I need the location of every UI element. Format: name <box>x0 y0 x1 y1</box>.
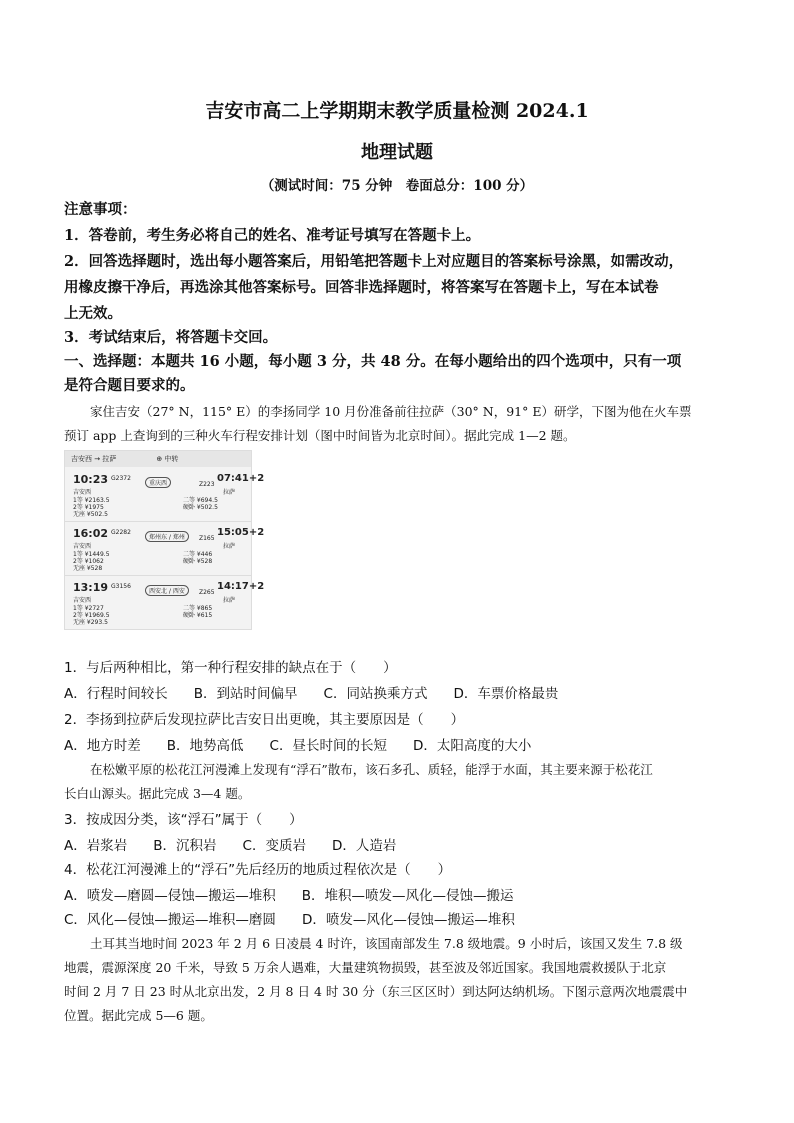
train-number: G3156 <box>111 583 131 590</box>
train-number-2: Z223 <box>199 481 215 488</box>
fare: 2等 ¥1969.5 <box>73 612 110 619</box>
stem-2-line-1: 在松嫩平原的松花江河漫滩上发现有“浮石”散布，该石多孔、质轻，能浮于水面，其主要来源于松花江 <box>90 762 653 777</box>
option-a[interactable]: A．喷发—磨圆—侵蚀—搬运—堆积 <box>64 888 276 904</box>
question-2-options <box>64 734 734 754</box>
stem-3-line-1: 土耳其当地时间 2023 年 2 月 6 日凌晨 4 时许，该国南部发生 7.8 级地震。9 小时后，该国又发生 7.8 级 <box>90 936 683 951</box>
fare: 2等 ¥1975 <box>73 504 104 511</box>
arr-time: 14:17+2 <box>217 581 265 592</box>
question-4: 4．松花江河漫滩上的“浮石”先后经历的地质过程依次是（ ） <box>64 862 452 878</box>
option-b[interactable]: B．沉积岩 <box>153 838 217 854</box>
train-number: G2282 <box>111 529 131 536</box>
train-number: G2372 <box>111 475 131 482</box>
section-1-line-2: 是符合题目要求的。 <box>64 377 195 394</box>
note-3: 3．考试结束后，将答题卡交回。 <box>64 329 278 346</box>
fare: 硬卧 ¥502.5 <box>183 504 218 511</box>
stem-2-line-2: 长白山源头。据此完成 3—4 题。 <box>64 786 251 801</box>
note-1: 1．答卷前，考生务必将自己的姓名、准考证号填写在答题卡上。 <box>64 227 481 244</box>
note-2-line-2: 用橡皮擦干净后，再选涂其他答案标号。回答非选择题时，将答案写在答题卡上，写在本试卷 <box>64 279 659 296</box>
option-a[interactable]: A．行程时间较长 <box>64 686 168 702</box>
fare: 二等 ¥446 <box>183 551 213 558</box>
trip-2 <box>65 523 265 576</box>
fare: 无座 ¥502.5 <box>73 511 108 518</box>
fares-left <box>73 551 110 572</box>
option-d[interactable]: D．车票价格最贵 <box>453 686 559 702</box>
fare: 二等 ¥694.5 <box>183 497 218 504</box>
fare: 无座 ¥528 <box>73 565 103 572</box>
fare: 硬卧 ¥528 <box>183 558 213 565</box>
question-2: 2．李扬到拉萨后发现拉萨比吉安日出更晚，其主要原因是（ ） <box>64 712 465 728</box>
fares-right <box>183 605 212 619</box>
note-2-line-3: 上无效。 <box>64 305 122 322</box>
question-1: 1．与后两种相比，第一种行程安排的缺点在于（ ） <box>64 660 397 676</box>
dep-time: 13:19 <box>73 581 109 594</box>
transfer-station: 重庆西 <box>145 477 171 488</box>
exam-info: （测试时间：75 分钟 卷面总分：100 分） <box>260 178 534 194</box>
option-d[interactable]: D．人造岩 <box>331 838 397 854</box>
notes-heading: 注意事项： <box>64 201 137 218</box>
stem-3-line-4: 位置。据此完成 5—6 题。 <box>64 1008 213 1023</box>
option-d[interactable]: D．喷发—风化—侵蚀—搬运—堆积 <box>301 912 515 928</box>
fare: 1等 ¥1449.5 <box>73 551 110 558</box>
stem-1-line-1: 家住吉安（27° N，115° E）的李扬同学 10 月份准备前往拉萨（30° N，91° E）研学，下图为他在火车票 <box>90 404 692 419</box>
option-a[interactable]: A．地方时差 <box>64 738 141 754</box>
option-d[interactable]: D．太阳高度的大小 <box>412 738 532 754</box>
dep-station: 吉安西 <box>73 597 92 604</box>
stem-3-line-2: 地震，震源深度 20 千米，导致 5 万余人遇难，大量建筑物损毁，甚至波及邻近国家。我国地震救援队于北京 <box>64 960 667 975</box>
dep-station: 吉安西 <box>73 489 92 496</box>
fares-left <box>73 605 110 626</box>
train-number-2: Z165 <box>199 535 215 542</box>
question-3: 3．按成因分类，该“浮石”属于（ ） <box>64 812 303 828</box>
option-b[interactable]: B．到站时间偏早 <box>193 686 298 702</box>
option-a[interactable]: A．岩浆岩 <box>64 838 128 854</box>
arr-station: 拉萨 <box>223 543 236 550</box>
screenshot-header <box>65 451 251 467</box>
fares-right <box>183 551 212 565</box>
question-1-options <box>64 682 734 702</box>
arr-time: 15:05+2 <box>217 527 265 538</box>
section-1-line-1: 一、选择题：本题共 16 小题，每小题 3 分，共 48 分。在每小题给出的四个选项中，只有一项 <box>64 353 682 370</box>
fare: 1等 ¥2163.5 <box>73 497 110 504</box>
arr-station: 拉萨 <box>223 597 236 604</box>
fares-left <box>73 497 110 518</box>
route-label: 吉安西 → 拉萨 <box>71 455 117 463</box>
dep-time: 16:02 <box>73 527 109 540</box>
fare: 无座 ¥293.5 <box>73 619 108 626</box>
option-c[interactable]: C．风化—侵蚀—搬运—堆积—磨圆 <box>64 912 276 928</box>
option-c[interactable]: C．昼长时间的长短 <box>269 738 387 754</box>
train-schedule-screenshot <box>64 450 265 630</box>
fare: 硬卧 ¥615 <box>183 612 213 619</box>
trip-1 <box>65 469 265 522</box>
fare: 1等 ¥2727 <box>73 605 104 612</box>
train-number-2: Z265 <box>199 589 215 596</box>
fares-right <box>183 497 218 511</box>
stem-1-line-2: 预订 app 上查询到的三种火车行程安排计划（图中时间皆为北京时间）。据此完成 1—2 题。 <box>64 428 576 443</box>
fare: 二等 ¥865 <box>183 605 213 612</box>
subject-title: 地理试题 <box>361 142 433 163</box>
note-2-line-1: 2．回答选择题时，选出每小题答案后，用铅笔把答题卡上对应题目的答案标号涂黑，如需改动， <box>64 253 684 270</box>
exam-title: 吉安市高二上学期期末教学质量检测 2024.1 <box>205 100 589 122</box>
question-4-options-row-2 <box>64 908 734 928</box>
question-4-options-row-1 <box>64 884 734 904</box>
option-b[interactable]: B．地势高低 <box>166 738 244 754</box>
transfer-label: ⊕ 中转 <box>156 455 179 463</box>
transfer-station: 西安北 / 西安 <box>145 585 189 596</box>
dep-station: 吉安西 <box>73 543 92 550</box>
stem-3-line-3: 时间 2 月 7 日 23 时从北京出发，2 月 8 日 4 时 30 分（东三区区时）到达阿达纳机场。下图示意两次地震震中 <box>64 984 688 999</box>
fare: 2等 ¥1062 <box>73 558 104 565</box>
dep-time: 10:23 <box>73 473 109 486</box>
option-c[interactable]: C．变质岩 <box>242 838 306 854</box>
transfer-station: 郑州东 / 郑州 <box>145 531 189 542</box>
arr-station: 拉萨 <box>223 489 236 496</box>
question-3-options <box>64 834 734 854</box>
option-c[interactable]: C．同站换乘方式 <box>323 686 428 702</box>
option-b[interactable]: B．堆积—喷发—风化—侵蚀—搬运 <box>301 888 514 904</box>
trip-3 <box>65 577 265 630</box>
arr-time: 07:41+2 <box>217 473 265 484</box>
